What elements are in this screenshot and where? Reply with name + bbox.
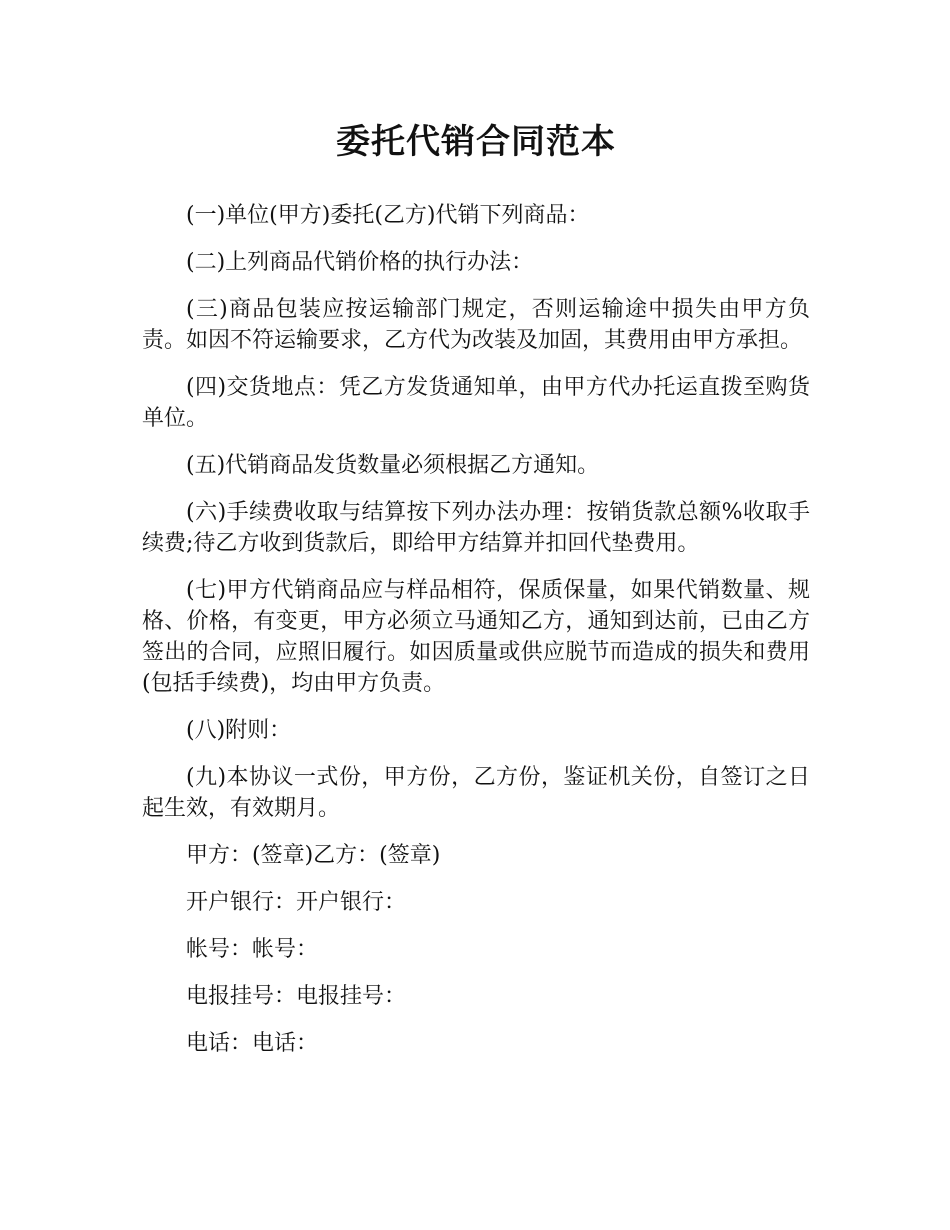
signature-block <box>142 840 810 1059</box>
signature-line-parties: 甲方：(签章)乙方：(签章) <box>186 843 441 868</box>
clause-8: (八)附则： <box>186 718 292 743</box>
clause-3: (三)商品包装应按运输部门规定，否则运输途中损失由甲方负责。如因不符运输要求，乙方代为改装及加固，其费用由甲方承担。 <box>142 297 810 353</box>
signature-line-account: 帐号：帐号： <box>186 937 319 962</box>
signature-line-phone: 电话：电话： <box>186 1031 319 1056</box>
clause-7: (七)甲方代销商品应与样品相符，保质保量，如果代销数量、规格、价格，有变更，甲方必须立马通知乙方，通知到达前，已由乙方签出的合同，应照旧履行。如因质量或供应脱节而造成的损失和费用(包括手续费)，均由甲方负责。 <box>142 578 810 696</box>
signature-line-bank: 开户银行：开户银行： <box>186 890 407 915</box>
clause-2: (二)上列商品代销价格的执行办法： <box>186 250 534 275</box>
clause-5: (五)代销商品发货数量必须根据乙方通知。 <box>186 453 600 478</box>
clause-4: (四)交货地点：凭乙方发货通知单，由甲方代办托运直拨至购货单位。 <box>142 375 810 431</box>
signature-line-telegraph: 电报挂号：电报挂号： <box>186 984 407 1009</box>
clause-6: (六)手续费收取与结算按下列办法办理：按销货款总额%收取手续费;待乙方收到货款后，即给甲方结算并扣回代垫费用。 <box>142 500 810 556</box>
contract-clauses <box>142 200 810 824</box>
document-title: 委托代销合同范本 <box>336 122 616 162</box>
clause-9: (九)本协议一式份，甲方份，乙方份，鉴证机关份，自签订之日起生效，有效期月。 <box>142 765 810 821</box>
clause-1: (一)单位(甲方)委托(乙方)代销下列商品： <box>186 203 590 228</box>
